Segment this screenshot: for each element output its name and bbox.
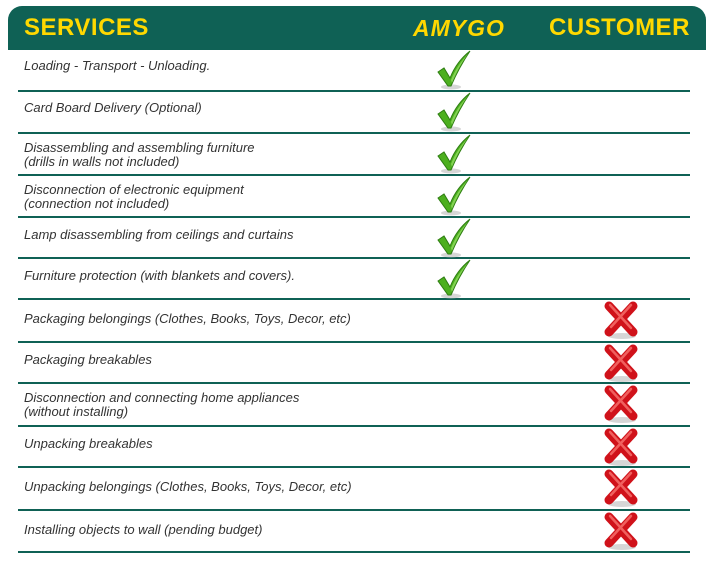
cross-icon xyxy=(601,427,641,472)
service-label: Disconnection of electronic equipment (connection not included) xyxy=(24,182,244,211)
services-column-header: SERVICES xyxy=(24,14,149,41)
services-table xyxy=(8,6,706,553)
check-icon xyxy=(436,92,472,137)
cross-icon xyxy=(601,384,641,429)
service-label: Loading - Transport - Unloading. xyxy=(24,58,211,73)
table-row xyxy=(18,176,690,218)
table-row xyxy=(18,259,690,300)
check-icon xyxy=(436,218,472,263)
check-icon xyxy=(436,259,472,304)
cross-icon xyxy=(601,343,641,388)
table-row xyxy=(18,218,690,259)
table-row xyxy=(18,50,690,92)
table-body xyxy=(8,50,706,553)
cross-icon xyxy=(601,300,641,345)
table-row xyxy=(18,343,690,384)
table-row xyxy=(18,384,690,427)
table-row xyxy=(18,92,690,134)
cross-icon xyxy=(601,511,641,556)
table-row xyxy=(18,427,690,468)
check-icon xyxy=(436,176,472,221)
table-row xyxy=(18,300,690,343)
service-label: Packaging belongings (Clothes, Books, Toys, Decor, etc) xyxy=(24,311,351,326)
check-icon xyxy=(436,50,472,95)
service-label: Lamp disassembling from ceilings and curtains xyxy=(24,227,294,242)
service-label: Furniture protection (with blankets and covers). xyxy=(24,268,295,283)
cross-icon xyxy=(601,468,641,513)
amygo-logo-header: AMYGO xyxy=(413,15,505,41)
table-row xyxy=(18,468,690,511)
service-label: Installing objects to wall (pending budget) xyxy=(24,522,263,537)
customer-column-header: CUSTOMER xyxy=(549,14,690,41)
service-label: Disconnection and connecting home appliances (without installing) xyxy=(24,390,300,419)
table-row xyxy=(18,511,690,553)
service-label: Card Board Delivery (Optional) xyxy=(24,100,202,115)
table-header xyxy=(8,6,706,50)
service-label: Unpacking breakables xyxy=(24,436,153,451)
check-icon xyxy=(436,134,472,179)
service-label: Unpacking belongings (Clothes, Books, Toys, Decor, etc) xyxy=(24,479,352,494)
table-row xyxy=(18,134,690,176)
service-label: Disassembling and assembling furniture (drills in walls not included) xyxy=(24,140,255,169)
service-label: Packaging breakables xyxy=(24,352,152,367)
